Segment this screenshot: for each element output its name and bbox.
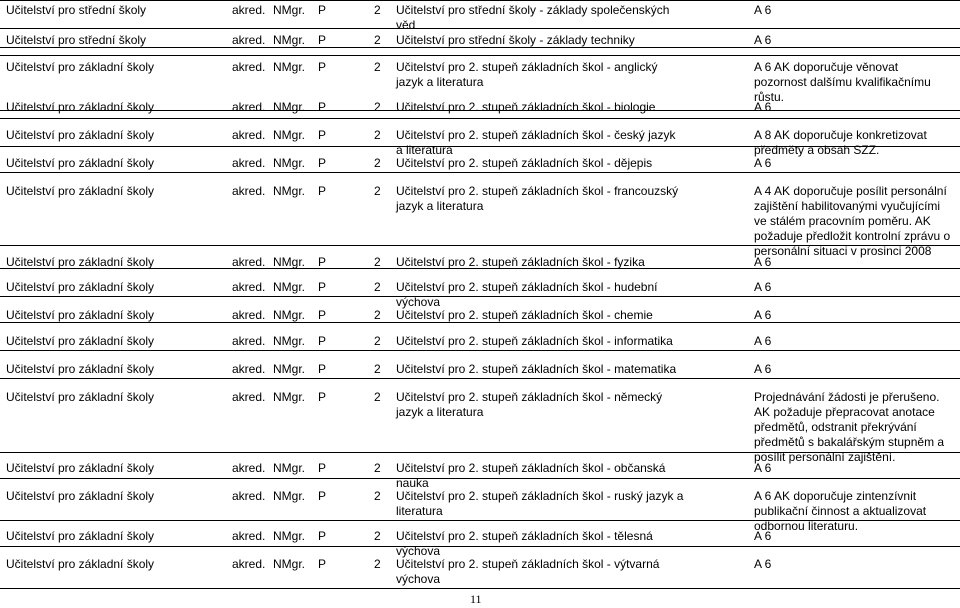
degree-cell: NMgr. (273, 557, 306, 571)
duration-cell: 2 (374, 280, 381, 294)
obor-cell: Učitelství pro základní školy (6, 557, 155, 571)
obor-cell: Učitelství pro střední školy (6, 33, 147, 47)
program-cell: Učitelství pro 2. stupeň základních škol - občanská nauka (396, 461, 666, 490)
duration-cell: 2 (374, 529, 381, 543)
degree-cell: NMgr. (273, 334, 306, 348)
duration-cell: 2 (374, 461, 381, 475)
row-divider (0, 118, 960, 119)
degree-cell: NMgr. (273, 308, 306, 322)
result-cell: A 6 AK doporučuje zintenzívnit publikační činnost a aktualizovat odbornou literaturu. (754, 489, 927, 533)
study-form-cell: P (318, 3, 327, 17)
study-form-cell: P (318, 362, 327, 376)
study-form-cell: P (318, 557, 327, 571)
program-cell: Učitelství pro 2. stupeň základních škol - výtvarná výchova (396, 557, 660, 586)
obor-cell: Učitelství pro základní školy (6, 334, 155, 348)
study-form-cell: P (318, 390, 327, 404)
program-cell: Učitelství pro 2. stupeň základních škol - francouzský jazyk a literatura (396, 184, 679, 213)
program-cell: Učitelství pro 2. stupeň základních škol - ruský jazyk a literatura (396, 489, 684, 518)
akred-cell: akred. (232, 255, 266, 269)
akred-cell: akred. (232, 308, 266, 322)
degree-cell: NMgr. (273, 3, 306, 17)
program-cell: Učitelství pro 2. stupeň základních škol - biologie (396, 100, 656, 114)
obor-cell: Učitelství pro základní školy (6, 489, 155, 503)
result-cell: A 6 (754, 3, 772, 17)
program-cell: Učitelství pro 2. stupeň základních škol - dějepis (396, 156, 653, 170)
study-form-cell: P (318, 156, 327, 170)
duration-cell: 2 (374, 128, 381, 142)
duration-cell: 2 (374, 390, 381, 404)
row-divider (0, 172, 960, 173)
duration-cell: 2 (374, 33, 381, 47)
row-divider (0, 55, 960, 56)
program-cell: Učitelství pro střední školy - základy společenských věd (396, 3, 670, 32)
row-divider (0, 588, 960, 589)
akred-cell: akred. (232, 461, 266, 475)
obor-cell: Učitelství pro základní školy (6, 184, 155, 198)
result-cell: A 6 AK doporučuje věnovat pozornost dalšímu kvalifikačnímu růstu. (754, 60, 931, 104)
obor-cell: Učitelství pro základní školy (6, 308, 155, 322)
akred-cell: akred. (232, 280, 266, 294)
akred-cell: akred. (232, 489, 266, 503)
result-cell: A 6 (754, 557, 772, 571)
program-cell: Učitelství pro 2. stupeň základních škol - český jazyk a literatura (396, 128, 676, 157)
akred-cell: akred. (232, 362, 266, 376)
result-cell: A 6 (754, 100, 772, 114)
duration-cell: 2 (374, 156, 381, 170)
obor-cell: Učitelství pro základní školy (6, 60, 155, 74)
study-form-cell: P (318, 184, 327, 198)
study-form-cell: P (318, 128, 327, 142)
obor-cell: Učitelství pro základní školy (6, 255, 155, 269)
degree-cell: NMgr. (273, 280, 306, 294)
result-cell: A 6 (754, 255, 772, 269)
obor-cell: Učitelství pro základní školy (6, 128, 155, 142)
study-form-cell: P (318, 60, 327, 74)
duration-cell: 2 (374, 489, 381, 503)
result-cell: A 6 (754, 529, 772, 543)
row-divider (0, 350, 960, 351)
akred-cell: akred. (232, 128, 266, 142)
akred-cell: akred. (232, 156, 266, 170)
program-cell: Učitelství pro 2. stupeň základních škol - hudební výchova (396, 280, 658, 309)
degree-cell: NMgr. (273, 390, 306, 404)
program-cell: Učitelství pro střední školy - základy techniky (396, 33, 635, 47)
duration-cell: 2 (374, 184, 381, 198)
duration-cell: 2 (374, 334, 381, 348)
program-cell: Učitelství pro 2. stupeň základních škol - chemie (396, 308, 653, 322)
degree-cell: NMgr. (273, 33, 306, 47)
degree-cell: NMgr. (273, 128, 306, 142)
program-cell: Učitelství pro 2. stupeň základních škol - matematika (396, 362, 677, 376)
result-cell: A 6 (754, 334, 772, 348)
program-cell: Učitelství pro 2. stupeň základních škol - informatika (396, 334, 673, 348)
result-cell: A 6 (754, 33, 772, 47)
degree-cell: NMgr. (273, 489, 306, 503)
degree-cell: NMgr. (273, 362, 306, 376)
program-cell: Učitelství pro 2. stupeň základních škol - tělesná výchova (396, 529, 653, 558)
akred-cell: akred. (232, 529, 266, 543)
result-cell: Projednávání žádosti je přerušeno. AK požaduje přepracovat anotace předmětů, odstranit překrývání předmětů s bakalářským stupněm a posílit personální zajištění. (754, 390, 945, 464)
obor-cell: Učitelství pro základní školy (6, 100, 155, 114)
obor-cell: Učitelství pro základní školy (6, 280, 155, 294)
degree-cell: NMgr. (273, 184, 306, 198)
program-cell: Učitelství pro 2. stupeň základních škol - anglický jazyk a literatura (396, 60, 658, 89)
akred-cell: akred. (232, 557, 266, 571)
result-cell: A 6 (754, 362, 772, 376)
akred-cell: akred. (232, 390, 266, 404)
result-cell: A 8 AK doporučuje konkretizovat předměty a obsah SZZ. (754, 128, 927, 157)
study-form-cell: P (318, 308, 327, 322)
study-form-cell: P (318, 529, 327, 543)
study-form-cell: P (318, 489, 327, 503)
program-cell: Učitelství pro 2. stupeň základních škol - fyzika (396, 255, 645, 269)
obor-cell: Učitelství pro střední školy (6, 3, 147, 17)
study-form-cell: P (318, 461, 327, 475)
duration-cell: 2 (374, 255, 381, 269)
study-form-cell: P (318, 255, 327, 269)
akred-cell: akred. (232, 184, 266, 198)
result-cell: A 4 AK doporučuje posílit personální zajištění habilitovanými vyučujícími ve stálém pracovním poměru. AK požaduje předložit kontrolní zprávu o personální situaci v prosinci 2008 (754, 184, 951, 258)
degree-cell: NMgr. (273, 529, 306, 543)
result-cell: A 6 (754, 280, 772, 294)
row-divider (0, 378, 960, 379)
akred-cell: akred. (232, 100, 266, 114)
study-form-cell: P (318, 33, 327, 47)
result-cell: A 6 (754, 156, 772, 170)
akred-cell: akred. (232, 60, 266, 74)
duration-cell: 2 (374, 308, 381, 322)
study-form-cell: P (318, 100, 327, 114)
degree-cell: NMgr. (273, 461, 306, 475)
duration-cell: 2 (374, 60, 381, 74)
akred-cell: akred. (232, 334, 266, 348)
obor-cell: Učitelství pro základní školy (6, 390, 155, 404)
akred-cell: akred. (232, 33, 266, 47)
program-cell: Učitelství pro 2. stupeň základních škol - německý jazyk a literatura (396, 390, 663, 419)
study-form-cell: P (318, 280, 327, 294)
duration-cell: 2 (374, 362, 381, 376)
result-cell: A 6 (754, 308, 772, 322)
result-cell: A 6 (754, 461, 772, 475)
study-form-cell: P (318, 334, 327, 348)
obor-cell: Učitelství pro základní školy (6, 156, 155, 170)
obor-cell: Učitelství pro základní školy (6, 362, 155, 376)
degree-cell: NMgr. (273, 156, 306, 170)
row-divider (0, 0, 960, 1)
degree-cell: NMgr. (273, 100, 306, 114)
duration-cell: 2 (374, 557, 381, 571)
akred-cell: akred. (232, 3, 266, 17)
duration-cell: 2 (374, 3, 381, 17)
duration-cell: 2 (374, 100, 381, 114)
degree-cell: NMgr. (273, 255, 306, 269)
page-number: 11 (470, 592, 482, 606)
obor-cell: Učitelství pro základní školy (6, 461, 155, 475)
obor-cell: Učitelství pro základní školy (6, 529, 155, 543)
degree-cell: NMgr. (273, 60, 306, 74)
